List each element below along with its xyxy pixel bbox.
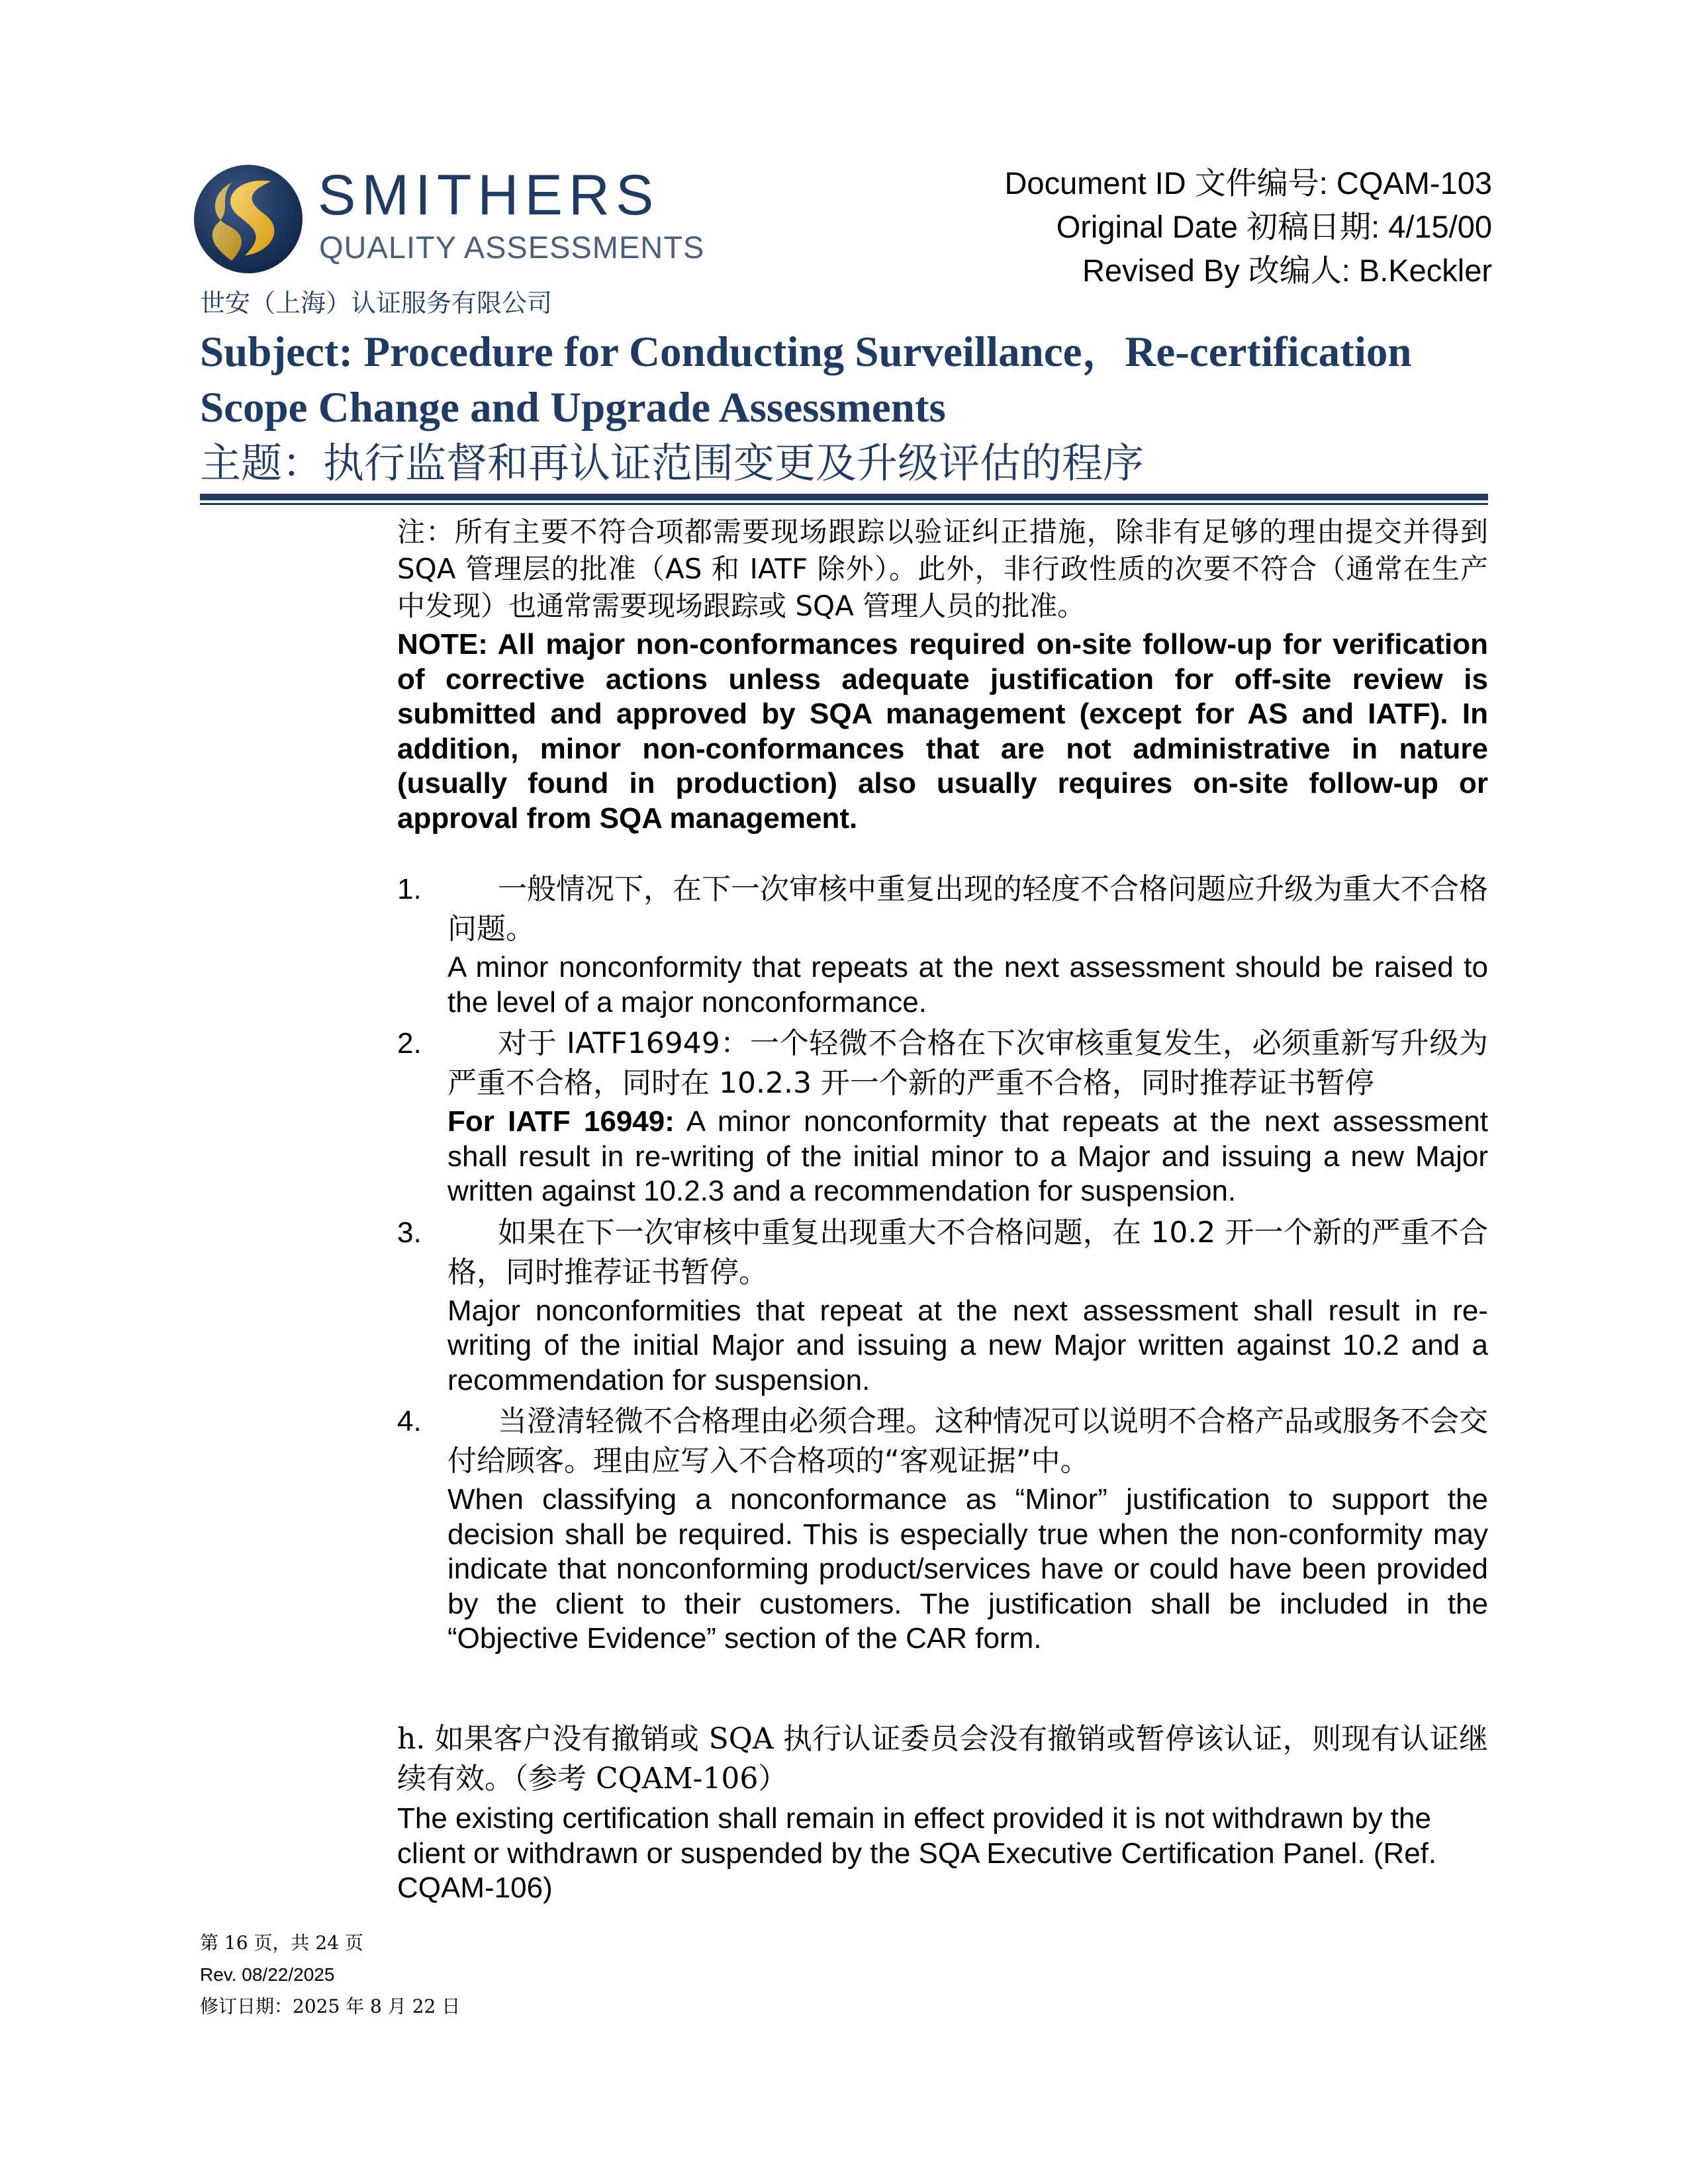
revision-date-zh: 修订日期：2025 年 8 月 22 日 [200, 1995, 461, 2017]
list-item-number: 4. [397, 1405, 422, 1437]
list-item-en-text: A minor nonconformity that repeats at the next assessment should be raised to the level of a major nonconformance. [447, 951, 1488, 1019]
list-item-number: 3. [397, 1216, 422, 1249]
list-item-en-text: A minor nonconformity that repeats at the next assessment shall result in re-writing of the initial minor to a Major and issuing a new Major written against 10.2.3 and a recommendation for suspension. [447, 1105, 1488, 1207]
note-block [397, 514, 1488, 836]
list-item-en-text: When classifying a nonconformance as “Minor” justification to support the decision shall be required. This is especially true when the non-conformity may indicate that nonconforming product/services have or could have been provided by the client to their customers. The justification shall be included in the “Objective Evidence” section of the CAR form. [447, 1483, 1488, 1655]
list-item-en [447, 1294, 1488, 1398]
list-item [397, 1213, 1488, 1398]
logo-wordmark: SMITHERS [318, 163, 660, 227]
list-item [397, 1024, 1488, 1209]
note-zh: 注：所有主要不符合项都需要现场跟踪以验证纠正措施，除非有足够的理由提交并得到 SQA 管理层的批准（AS 和 IATF 除外）。此外，非行政性质的次要不符合（通常在生产中发现）也通常需要现场跟踪或 SQA 管理人员的批准。 [397, 516, 1488, 622]
subject-line-zh: 主题：执行监督和再认证范围变更及升级评估的程序 [200, 439, 1145, 487]
revised-by: Revised By 改编人: B.Keckler [1082, 253, 1492, 288]
smithers-swirl-icon [192, 163, 305, 275]
company-name: 世安（上海）认证服务有限公司 [200, 289, 553, 318]
list-item [397, 1402, 1488, 1657]
note-en: NOTE: All major non-conformances required on-site follow-up for verification of corrective actions unless adequate justification for off-site review is submitted and approved by SQA management (except for AS and IATF). In addition, minor non-conformances that are not administrative in nature (usually found in production) also usually requires on-site follow-up or approval from SQA management. [397, 628, 1488, 835]
document-meta [1004, 161, 1492, 293]
list-item-en [447, 950, 1488, 1020]
page-number: 第 16 页，共 24 页 [200, 1932, 363, 1954]
document-id: Document ID 文件编号: CQAM-103 [1004, 165, 1492, 201]
item-h-block [397, 1719, 1488, 1906]
list-item-en-lead: For IATF 16949: [447, 1105, 675, 1138]
subject-heading [200, 324, 1497, 491]
list-item-en-text: Major nonconformities that repeat at the next assessment shall result in re-writing of the initial Major and issuing a new Major written against 10.2 and a recommendation for suspension. [447, 1294, 1488, 1396]
subject-line-1: Subject: Procedure for Conducting Surveillance，Re-certification [200, 328, 1412, 376]
original-date: Original Date 初稿日期: 4/15/00 [1056, 209, 1492, 244]
item-h-zh: h. 如果客户没有撤销或 SQA 执行认证委员会没有撤销或暂停该认证，则现有认证继续有效。（参考 CQAM-106） [397, 1722, 1488, 1796]
page-footer [200, 1927, 460, 2023]
subject-line-2: Scope Change and Upgrade Assessments [200, 384, 946, 432]
logo-tagline: QUALITY ASSESSMENTS [319, 230, 705, 265]
revision-date: Rev. 08/22/2025 [200, 1964, 335, 1985]
numbered-list [397, 870, 1488, 1661]
list-item-zh: 当澄清轻微不合格理由必须合理。这种情况可以说明不合格产品或服务不会交付给顾客。理由应写入不合格项的“客观证据”中。 [447, 1404, 1488, 1478]
list-item-zh: 对于 IATF16949：一个轻微不合格在下次审核重复发生，必须重新写升级为严重不合格，同时在 10.2.3 开一个新的严重不合格，同时推荐证书暂停 [447, 1026, 1488, 1100]
list-item-zh: 一般情况下，在下一次审核中重复出现的轻度不合格问题应升级为重大不合格问题。 [447, 872, 1488, 946]
list-item-number: 2. [397, 1027, 422, 1060]
list-item-en [447, 1482, 1488, 1657]
item-h-en: The existing certification shall remain in effect provided it is not withdrawn by the client or withdrawn or suspended by the SQA Executive Certification Panel. (Ref. CQAM-106) [397, 1802, 1437, 1904]
list-item [397, 870, 1488, 1020]
list-item-en [447, 1105, 1488, 1209]
subject-divider-thin [200, 503, 1488, 505]
subject-divider [200, 494, 1488, 500]
list-item-zh: 如果在下一次审核中重复出现重大不合格问题，在 10.2 开一个新的严重不合格，同时推荐证书暂停。 [447, 1215, 1488, 1289]
list-item-number: 1. [397, 873, 422, 905]
smithers-logo [192, 163, 735, 282]
